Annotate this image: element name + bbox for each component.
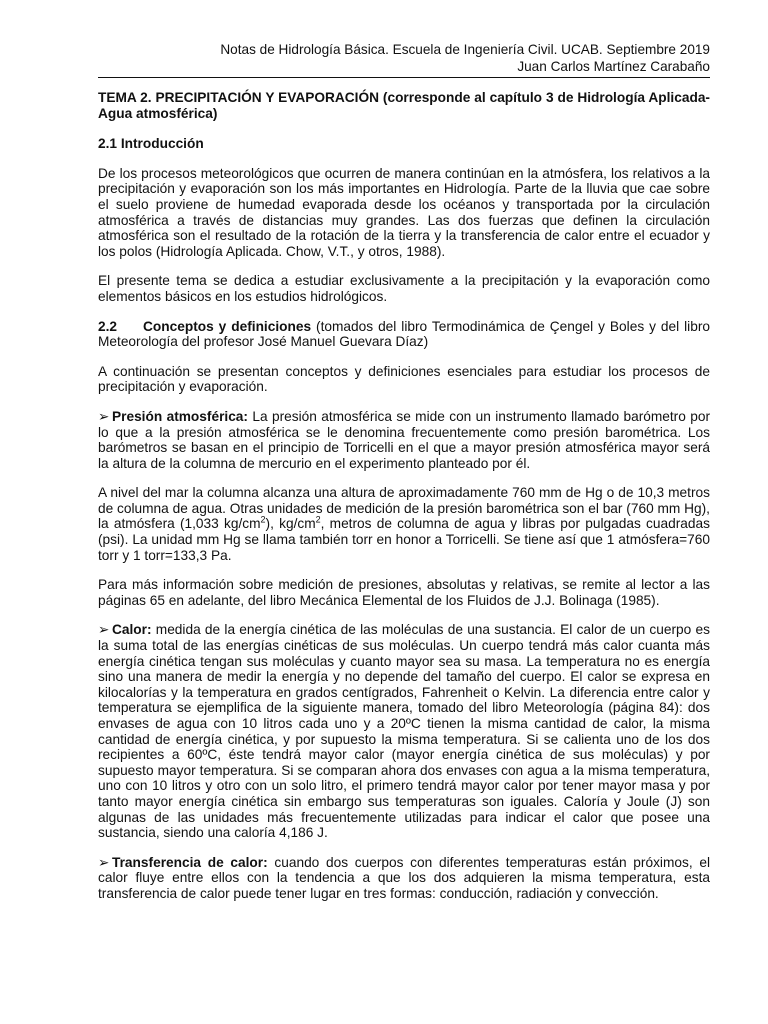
paragraph-intro-1: De los procesos meteorológicos que ocurren de manera continúan en la atmósfera, los relativos a la precipitación y evaporación son los más importantes en Hidrología. Parte de la lluvia que cae sobre el suelo proviene de humedad evaporada desde los océanos y transportada por la circulación atmosférica a través de distancias muy grandes. Las dos fuerzas que definen la circulación atmosférica son el resultado de la rotación de la tierra y la transferencia de calor entre el ecuador y los polos (Hidrología Aplicada. Chow, V.T., y otros, 1988). — [98, 165, 710, 259]
presion-units-text-b: ), kg/cm — [265, 516, 316, 532]
paragraph-presion-units — [98, 485, 710, 563]
arrow-bullet-icon: ➢ — [98, 854, 110, 870]
header-line-2: Juan Carlos Martínez Carabaño — [517, 59, 710, 74]
section-heading-text: Conceptos y definiciones — [143, 318, 312, 334]
presion-units-text-a: A nivel del mar la columna alcanza una altura de aproximadamente 760 mm de Hg o de 10,3 metros de columna de agua. Otras unidades de medición de la presión barométrica son el bar (760 mm Hg), la atmósfera (1,033 kg/cm — [98, 485, 710, 532]
paragraph-conceptos-intro: A continuación se presentan conceptos y definiciones esenciales para estudiar los procesos de precipitación y evaporación. — [98, 363, 710, 395]
term-calor: Calor: — [112, 622, 152, 638]
definition-transferencia — [98, 855, 710, 902]
term-presion: Presión atmosférica: — [112, 408, 248, 424]
arrow-bullet-icon: ➢ — [98, 408, 110, 424]
header-line-1: Notas de Hidrología Básica. Escuela de Ingeniería Civil. UCAB. Septiembre 2019 — [220, 42, 710, 57]
document-body — [98, 90, 710, 902]
definition-calor — [98, 622, 710, 840]
section-heading-introduccion: 2.1 Introducción — [98, 136, 204, 152]
presion-units-text-c: , metros de columna de agua y libras por pulgadas cuadradas (psi). La unidad mm Hg se llama también torr en honor a Torricelli. Se tiene así que 1 atmósfera=760 torr y 1 torr=133,3 Pa. — [98, 516, 710, 563]
header-divider — [98, 77, 710, 78]
superscript-2: 2 — [315, 514, 321, 525]
section-heading-conceptos — [98, 319, 710, 350]
definition-presion — [98, 409, 710, 471]
running-header — [98, 41, 710, 75]
term-transferencia: Transferencia de calor: — [112, 854, 268, 870]
superscript-2: 2 — [260, 514, 266, 525]
arrow-bullet-icon: ➢ — [98, 622, 110, 638]
paragraph-presion-reference: Para más información sobre medición de presiones, absolutas y relativas, se remite al lector a las páginas 65 en adelante, del libro Mecánica Elemental de los Fluidos de J.J. Bolinaga (1985). — [98, 577, 710, 608]
paragraph-intro-2: El presente tema se dedica a estudiar exclusivamente a la precipitación y la evaporación como elementos básicos en los estudios hidrológicos. — [98, 273, 710, 304]
definition-presion-text: La presión atmosférica se mide con un instrumento llamado barómetro por lo que a la presión atmosférica se le denomina frecuentemente como presión barométrica. Los barómetros se basan en el principio de Torricelli en el que a mayor presión atmosférica mayor será la altura de la columna de mercurio en el experimento planteado por él. — [98, 408, 711, 471]
definition-transferencia-text: cuando dos cuerpos con diferentes temperaturas están próximos, el calor fluye entre ellos con la tendencia a que los dos adquieren la misma temperatura, esta transferencia de calor puede tener lugar en tres formas: conducción, radiación y convección. — [98, 854, 710, 901]
definition-calor-text: medida de la energía cinética de las moléculas de una sustancia. El calor de un cuerpo es la suma total de las energías cinéticas de sus moléculas. Un cuerpo tendrá más calor cuanta más energía cinética tengan sus moléculas y cuanto mayor sea su masa. La temperatura no es energía sino una manera de medir la energía y no depende del tamaño del cuerpo. El calor se expresa en kilocalorías y la temperatura en grados centígrados, Fahrenheit o Kelvin. La diferencia entre calor y temperatura se ejemplifica de la siguiente manera, tomado del libro Meteorología (página 84): dos envases de agua con 10 litros cada uno y a 20ºC tienen la misma cantidad de calor, la misma cantidad de energía cinética, y por supuesto la misma temperatura. Si se calienta uno de los dos recipientes a 60ºC, éste tendrá mayor calor (mayor energía cinética de sus moléculas) y por supuesto mayor temperatura. Si se comparan ahora dos envases con agua a la misma temperatura, uno con 10 litros y otro con un solo litro, el primero tendrá mayor calor por tener mayor masa y por tanto mayor energía cinética sin embargo sus temperaturas son iguales. Caloría y Joule (J) son algunas de las unidades más frecuentemente utilizadas para indicar el calor que posee una sustancia, siendo una caloría 4,186 J. — [98, 622, 710, 841]
chapter-title: TEMA 2. PRECIPITACIÓN Y EVAPORACIÓN (corresponde al capítulo 3 de Hidrología Aplicada-Agua atmosférica) — [98, 90, 710, 121]
section-heading-note: (tomados del libro Termodinámica de Çengel y Boles y del libro Meteorología del profesor José Manuel Guevara Díaz) — [98, 318, 710, 350]
section-number: 2.2 — [98, 318, 118, 334]
